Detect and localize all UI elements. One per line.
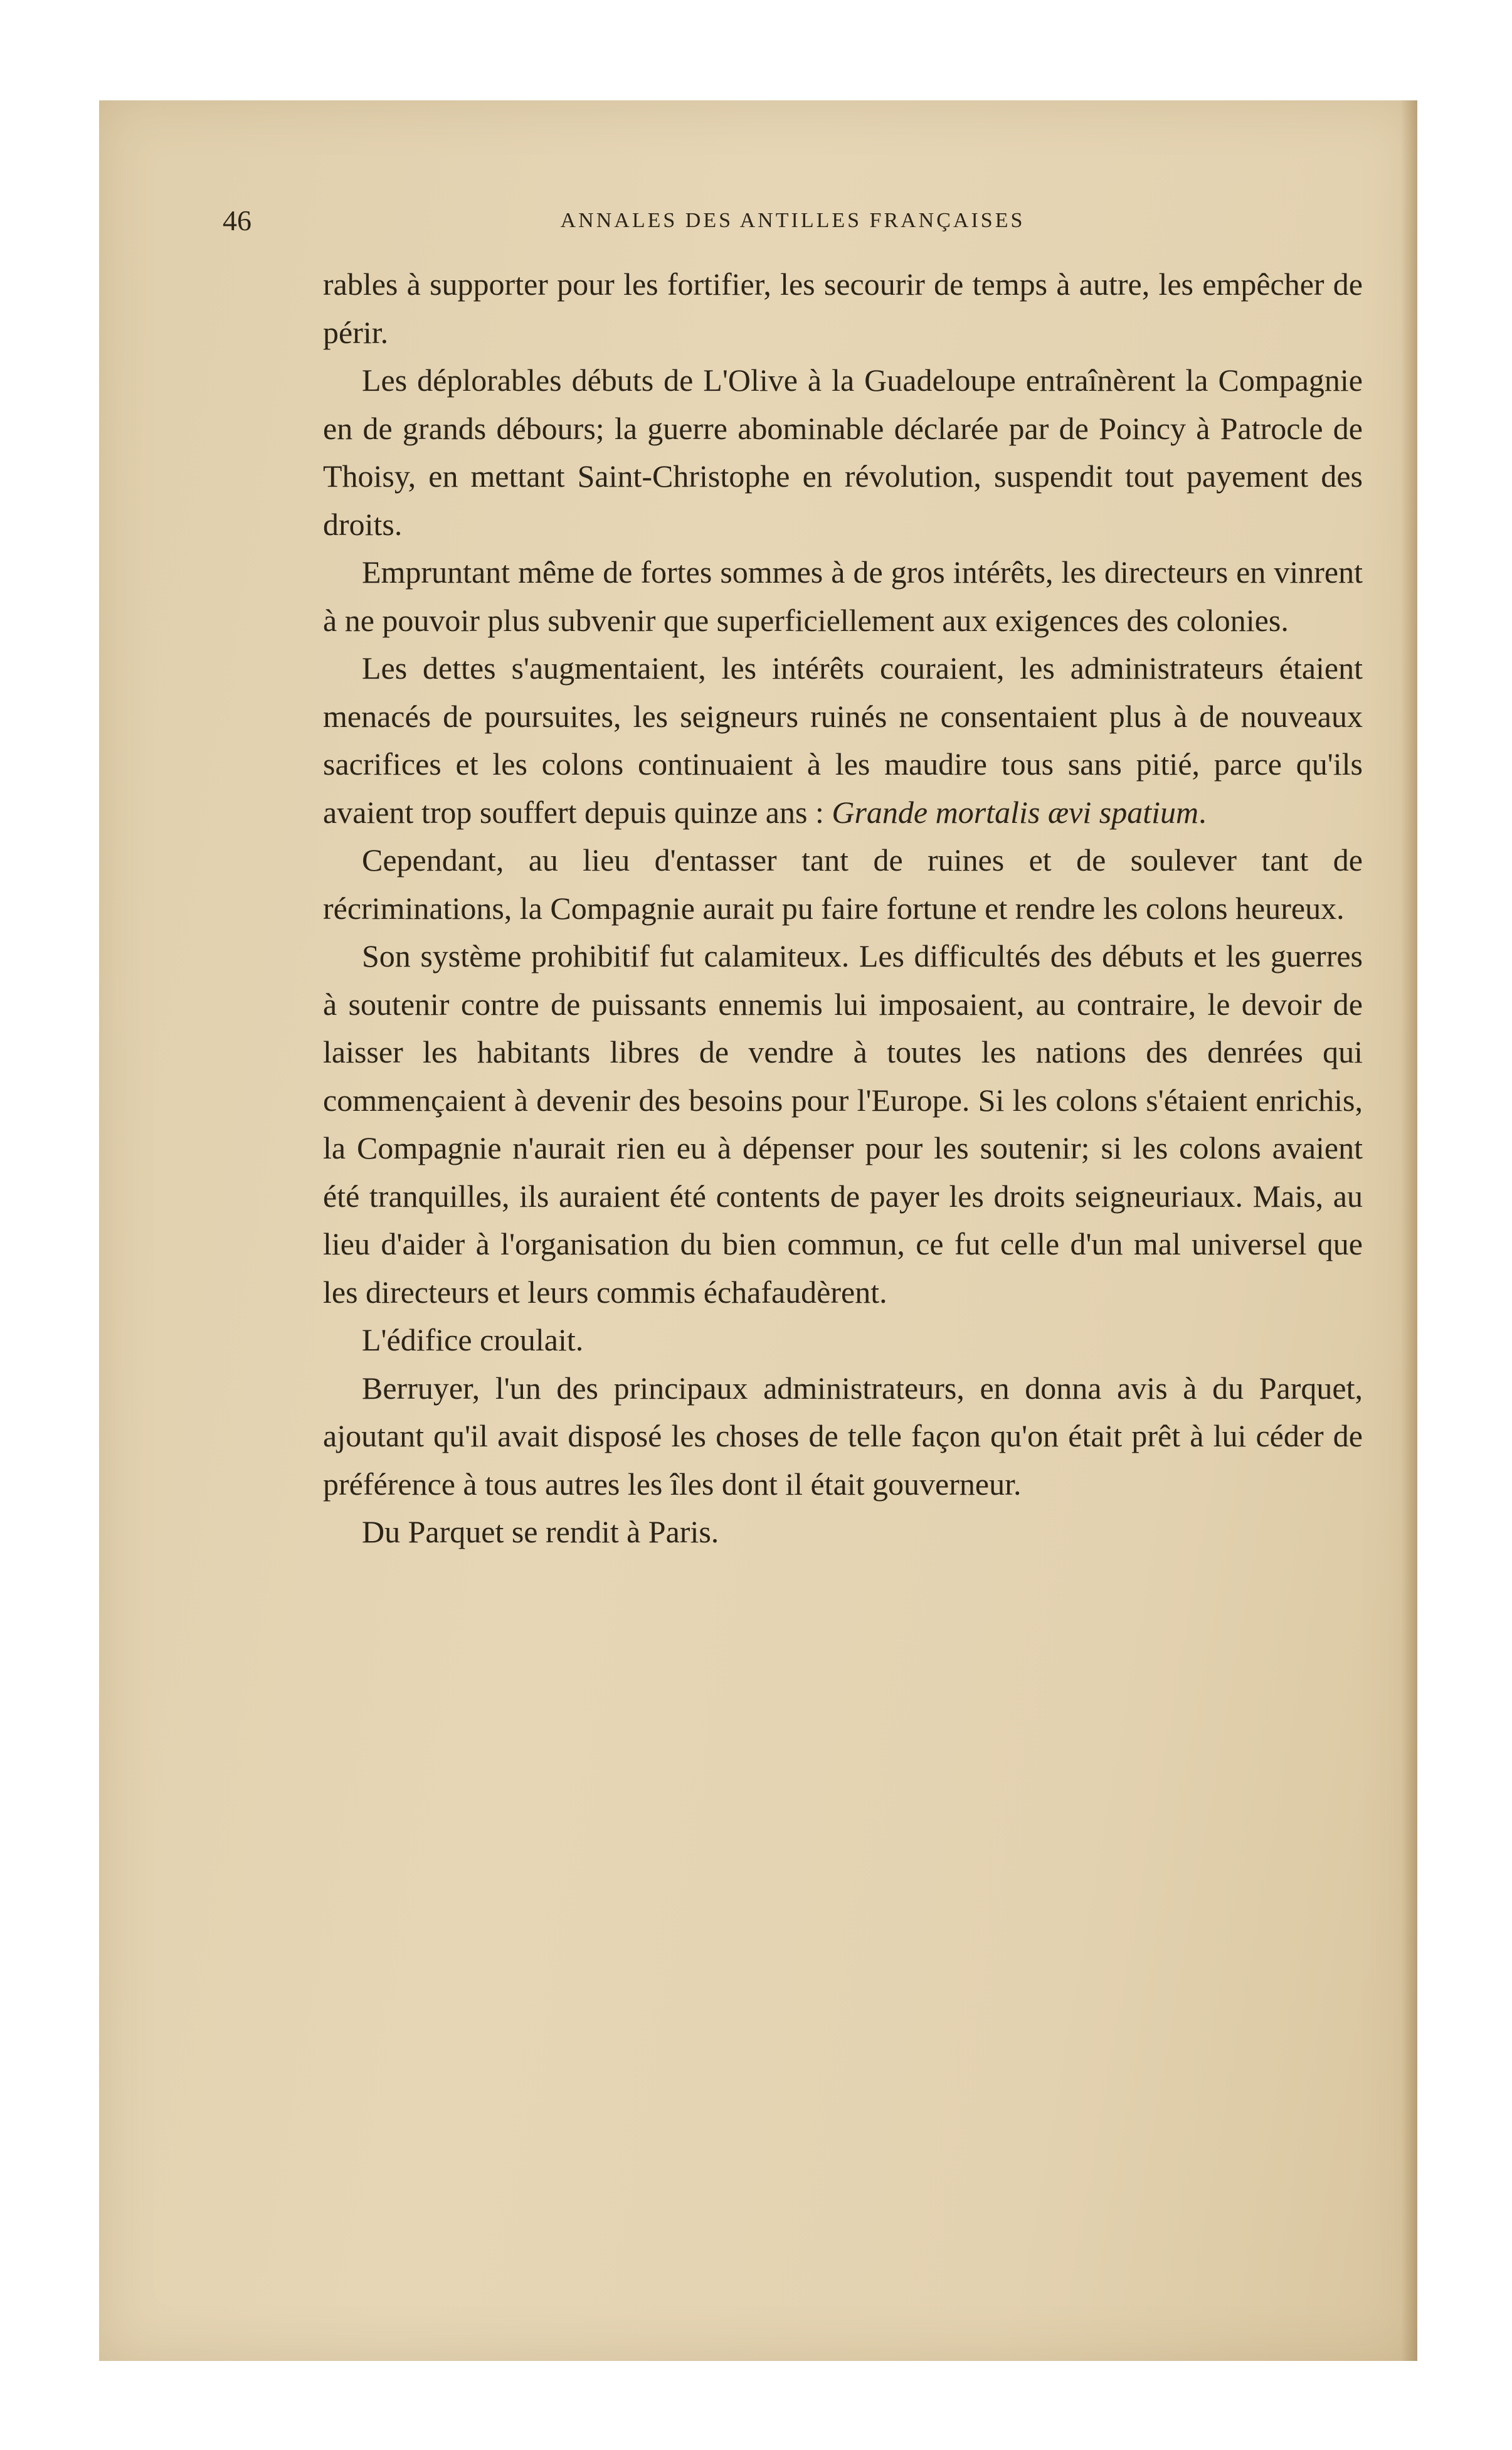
page-number: 46 [223,204,251,236]
body-text [323,260,1363,1556]
paragraph-2: Les déplorables débuts de L'Olive à la Guadeloupe entraînèrent la Compagnie en de grands débours; la guerre abominable déclarée par de Poincy à Patrocle de Thoisy, en mettant Saint-Christophe en révolution, suspendit tout payement des droits. [323,363,1363,542]
paragraph-9: Du Parquet se rendit à Paris. [362,1514,719,1549]
running-title: ANNALES DES ANTILLES FRANÇAISES [560,209,1025,232]
paragraph-4-text: Les dettes s'augmentaient, les intérêts couraient, les administrateurs étaient menacés de poursuites, les seigneurs ruinés ne consentaient plus à de nouveaux sacrifices et les colons continuaient à les maudire tous sans pitié, parce qu'ils avaient trop souffert depuis quinze ans : [323,650,1363,830]
paragraph-4-end: . [1198,794,1207,830]
paragraph-4 [323,644,1363,836]
running-head [223,201,1363,241]
latin-quotation: Grande mortalis ævi spatium [832,794,1199,830]
paragraph-5: Cependant, au lieu d'entasser tant de ruines et de soulever tant de récriminations, la Compagnie aurait pu faire fortune et rendre les colons heureux. [323,842,1363,926]
paragraph-7: L'édifice croulait. [362,1322,584,1357]
paragraph-3: Empruntant même de fortes sommes à de gros intérêts, les directeurs en vinrent à ne pouvoir plus subvenir que superficiellement aux exigences des colonies. [323,554,1363,638]
paragraph-8: Berruyer, l'un des principaux administrateurs, en donna avis à du Parquet, ajoutant qu'il avait disposé les choses de telle façon qu'on était prêt à lui céder de préférence à tous autres les îles dont il était gouverneur. [323,1370,1363,1502]
paragraph-1: rables à supporter pour les fortifier, les secourir de temps à autre, les empêcher de périr. [323,267,1363,350]
paragraph-6: Son système prohibitif fut calamiteux. Les difficultés des débuts et les guerres à soutenir contre de puissants ennemis lui imposaient, au contraire, le devoir de laisser les habitants libres de vendre à toutes les nations des denrées qui commençaient à devenir des besoins pour l'Europe. Si les colons s'étaient enrichis, la Compagnie n'aurait rien eu à dépenser pour les soutenir; si les colons avaient été tranquilles, ils auraient été contents de payer les droits seigneuriaux. Mais, au lieu d'aider à l'organisation du bien commun, ce fut celle d'un mal universel que les directeurs et leurs commis échafaudèrent. [323,938,1363,1310]
